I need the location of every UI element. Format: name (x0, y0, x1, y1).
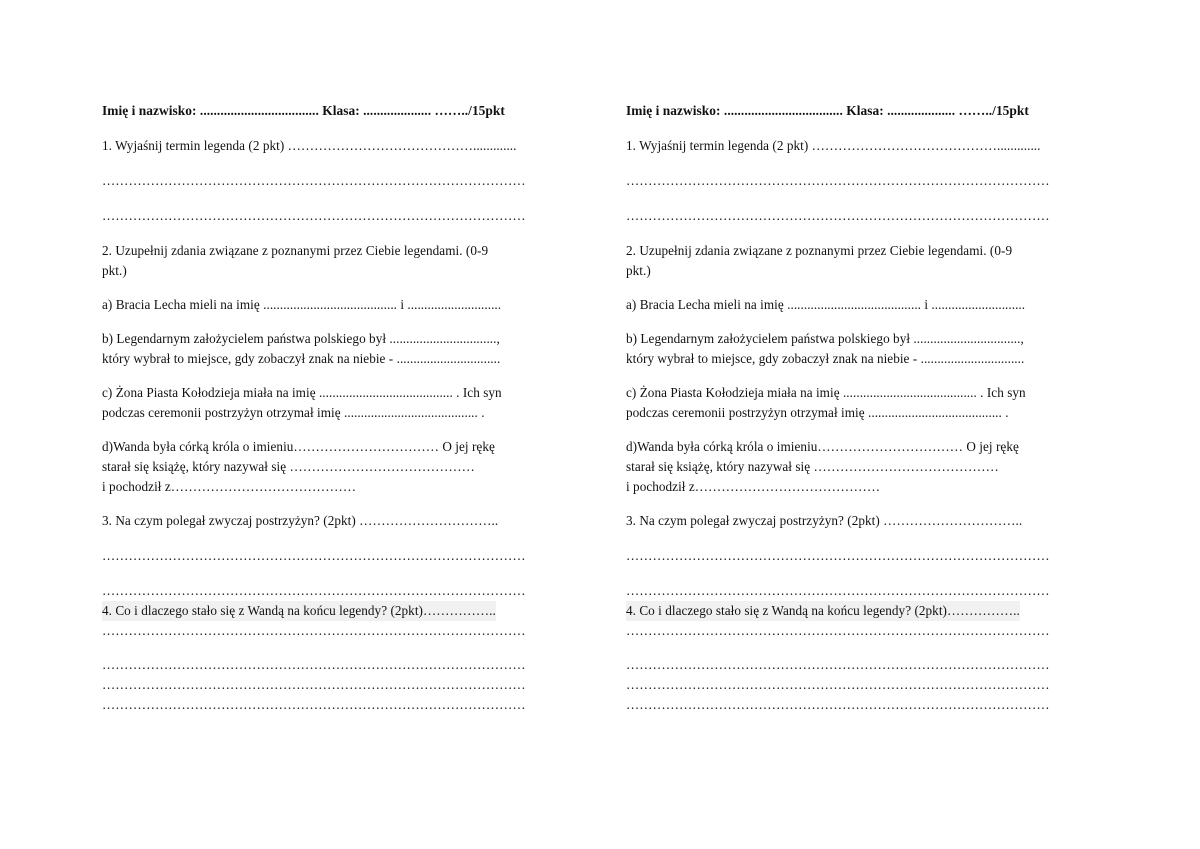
answer-line: …………………………………………………………………………………… (626, 677, 1050, 692)
answer-line: …………………………………………………………………………………… (102, 583, 526, 598)
worksheet-left (102, 101, 574, 715)
question-2: 2. Uzupełnij zdania związane z poznanymi przez Ciebie legendami. (0-9 (102, 243, 489, 258)
item-b-continued: który wybrał to miejsce, gdy zobaczył znak na niebie - ............................... (102, 351, 501, 366)
answer-line: …………………………………………………………………………………… (102, 677, 526, 692)
question-2-continued: pkt.) (626, 263, 651, 278)
answer-line: …………………………………………………………………………………… (626, 697, 1050, 712)
answer-line: …………………………………………………………………………………… (626, 208, 1050, 223)
item-b-continued: który wybrał to miejsce, gdy zobaczył znak na niebie - ............................... (626, 351, 1025, 366)
item-d-continued: starał się książę, który nazywał się …………………………………… (626, 459, 999, 474)
name-class-header: Imię i nazwisko: ................................... Klasa: .................... ……../15pkt (626, 103, 1029, 118)
item-c: c) Żona Piasta Kołodzieja miała na imię ........................................ . Ich syn (626, 385, 1026, 400)
item-d: d)Wanda była córką króla o imieniu…………………………… O jej rękę (102, 439, 495, 454)
question-1: 1. Wyjaśnij termin legenda (2 pkt) ……………………………………............. (102, 138, 517, 153)
question-4: 4. Co i dlaczego stało się z Wandą na końcu legendy? (2pkt)…………….. (102, 601, 496, 621)
item-a: a) Bracia Lecha mieli na imię ........................................ i ............................ (102, 297, 502, 312)
item-a: a) Bracia Lecha mieli na imię ........................................ i ............................ (626, 297, 1026, 312)
answer-line: …………………………………………………………………………………… (102, 173, 526, 188)
worksheet-right (626, 101, 1098, 715)
answer-line: …………………………………………………………………………………… (626, 548, 1050, 563)
question-3: 3. Na czym polegał zwyczaj postrzyżyn? (2pkt) ………………………….. (102, 513, 499, 528)
item-d-continued: i pochodził z…………………………………… (626, 479, 881, 494)
answer-line: …………………………………………………………………………………… (102, 697, 526, 712)
answer-line: …………………………………………………………………………………… (102, 623, 526, 638)
item-c-continued: podczas ceremonii postrzyżyn otrzymał imię ........................................ . (102, 405, 485, 420)
item-d-continued: i pochodził z…………………………………… (102, 479, 357, 494)
answer-line: …………………………………………………………………………………… (102, 548, 526, 563)
question-1: 1. Wyjaśnij termin legenda (2 pkt) ……………………………………............. (626, 138, 1041, 153)
name-class-header: Imię i nazwisko: ................................... Klasa: .................... ……../15pkt (102, 103, 505, 118)
item-b: b) Legendarnym założycielem państwa polskiego był ................................, (102, 331, 500, 346)
question-3: 3. Na czym polegał zwyczaj postrzyżyn? (2pkt) ………………………….. (626, 513, 1023, 528)
question-2-continued: pkt.) (102, 263, 127, 278)
answer-line: …………………………………………………………………………………… (626, 623, 1050, 638)
item-c-continued: podczas ceremonii postrzyżyn otrzymał imię ........................................ . (626, 405, 1009, 420)
answer-line: …………………………………………………………………………………… (102, 208, 526, 223)
item-d-continued: starał się książę, który nazywał się …………………………………… (102, 459, 475, 474)
answer-line: …………………………………………………………………………………… (626, 173, 1050, 188)
question-2: 2. Uzupełnij zdania związane z poznanymi przez Ciebie legendami. (0-9 (626, 243, 1013, 258)
question-4: 4. Co i dlaczego stało się z Wandą na końcu legendy? (2pkt)…………….. (626, 601, 1020, 621)
answer-line: …………………………………………………………………………………… (626, 657, 1050, 672)
answer-line: …………………………………………………………………………………… (102, 657, 526, 672)
item-c: c) Żona Piasta Kołodzieja miała na imię ........................................ . Ich syn (102, 385, 502, 400)
item-d: d)Wanda była córką króla o imieniu…………………………… O jej rękę (626, 439, 1019, 454)
answer-line: …………………………………………………………………………………… (626, 583, 1050, 598)
item-b: b) Legendarnym założycielem państwa polskiego był ................................, (626, 331, 1024, 346)
